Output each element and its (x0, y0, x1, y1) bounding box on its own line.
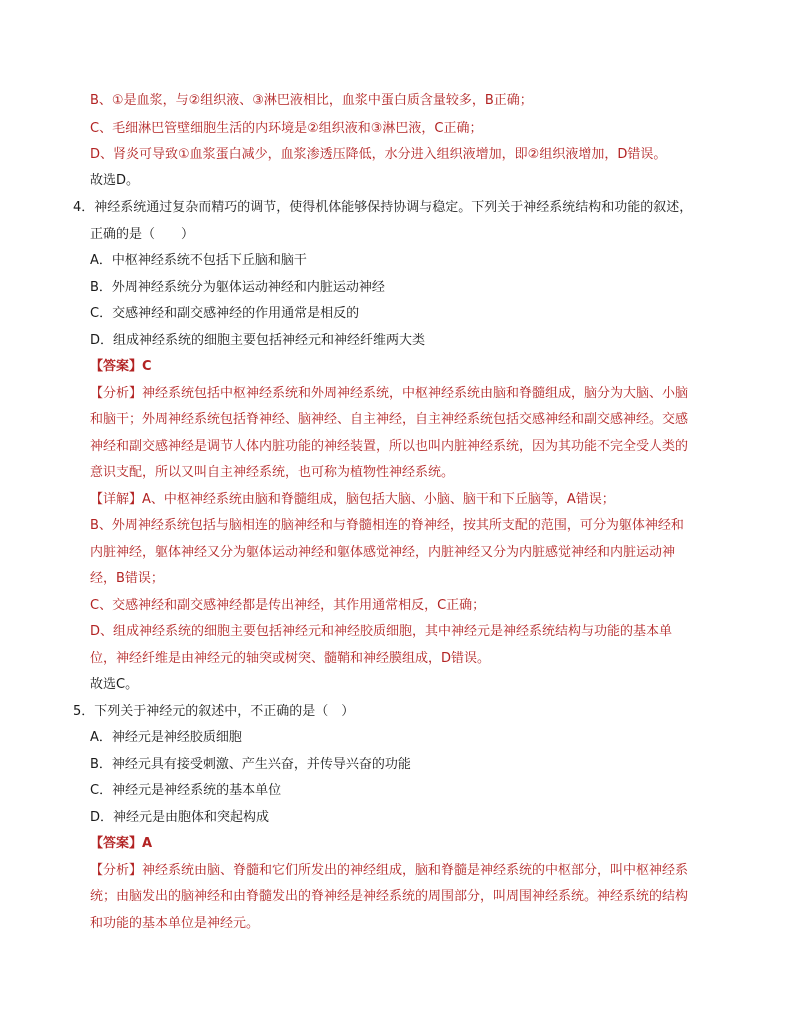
q4-detail-line-2: B、外周神经系统包括与脑相连的脑神经和与脊髓相连的脊神经，按其所支配的范围，可分为躯体神经和 (90, 518, 684, 533)
q4-stem-line-1: 4．神经系统通过复杂而精巧的调节，使得机体能够保持协调与稳定。下列关于神经系统结构和功能的叙述， (73, 200, 693, 215)
prev-answer-option-c: C、毛细淋巴管壁细胞生活的内环境是②组织液和③淋巴液，C正确； (90, 121, 483, 136)
prev-answer-option-d: D、肾炎可导致①血浆蛋白减少，血浆渗透压降低，水分进入组织液增加，即②组织液增加，D错误。 (90, 147, 667, 162)
q4-analysis-line-3: 神经和副交感神经是调节人体内脏功能的神经装置，所以也叫内脏神经系统，因为其功能不完全受人类的 (90, 439, 689, 454)
q4-detail-line-3: 内脏神经，躯体神经又分为躯体运动神经和躯体感觉神经，内脏神经又分为内脏感觉神经和内脏运动神 (90, 545, 676, 560)
q5-analysis-line-2: 统；由脑发出的脑神经和由脊髓发出的脊神经是神经系统的周围部分，叫周围神经系统。神经系统的结构 (90, 889, 689, 904)
q5-option-a: A．神经元是神经胶质细胞 (90, 730, 242, 745)
q5-answer: 【答案】A (90, 836, 153, 851)
q4-detail-line-5: C、交感神经和副交感神经都是传出神经，其作用通常相反，C正确； (90, 598, 486, 613)
prev-answer-conclusion: 故选D。 (90, 173, 140, 188)
q4-detail-line-7: 位，神经纤维是由神经元的轴突或树突、髓鞘和神经膜组成，D错误。 (90, 651, 491, 666)
q5-analysis-line-3: 和功能的基本单位是神经元。 (90, 916, 260, 931)
prev-answer-option-b: B、①是血浆，与②组织液、③淋巴液相比，血浆中蛋白质含量较多，B正确； (90, 93, 533, 108)
q4-conclusion: 故选C。 (90, 677, 139, 692)
q4-detail-line-1: 【详解】A、中枢神经系统由脑和脊髓组成，脑包括大脑、小脑、脑干和下丘脑等，A错误； (90, 492, 615, 507)
q5-stem: 5．下列关于神经元的叙述中，不正确的是（ ） (73, 704, 355, 719)
q4-option-b: B．外周神经系统分为躯体运动神经和内脏运动神经 (90, 280, 385, 295)
q4-analysis-line-4: 意识支配，所以又叫自主神经系统，也可称为植物性神经系统。 (90, 465, 455, 480)
q4-analysis-line-1: 【分析】神经系统包括中枢神经系统和外周神经系统，中枢神经系统由脑和脊髓组成，脑分为大脑、小脑 (90, 386, 689, 401)
q5-option-d: D．神经元是由胞体和突起构成 (90, 810, 270, 825)
q4-detail-line-4: 经，B错误； (90, 571, 164, 586)
q5-option-c: C．神经元是神经系统的基本单位 (90, 783, 282, 798)
q4-option-d: D．组成神经系统的细胞主要包括神经元和神经纤维两大类 (90, 333, 426, 348)
q4-analysis-line-2: 和脑干；外周神经系统包括脊神经、脑神经、自主神经，自主神经系统包括交感神经和副交感神经。交感 (90, 412, 689, 427)
q4-stem-line-2: 正确的是（ ） (90, 227, 195, 242)
q4-option-a: A．中枢神经系统不包括下丘脑和脑干 (90, 253, 307, 268)
q4-option-c: C．交感神经和副交感神经的作用通常是相反的 (90, 306, 360, 321)
q4-answer: 【答案】C (90, 359, 152, 374)
q4-detail-line-6: D、组成神经系统的细胞主要包括神经元和神经胶质细胞，其中神经元是神经系统结构与功能的基本单 (90, 624, 673, 639)
q5-analysis-line-1: 【分析】神经系统由脑、脊髓和它们所发出的神经组成，脑和脊髓是神经系统的中枢部分，叫中枢神经系 (90, 863, 689, 878)
q5-option-b: B．神经元具有接受刺激、产生兴奋，并传导兴奋的功能 (90, 757, 411, 772)
